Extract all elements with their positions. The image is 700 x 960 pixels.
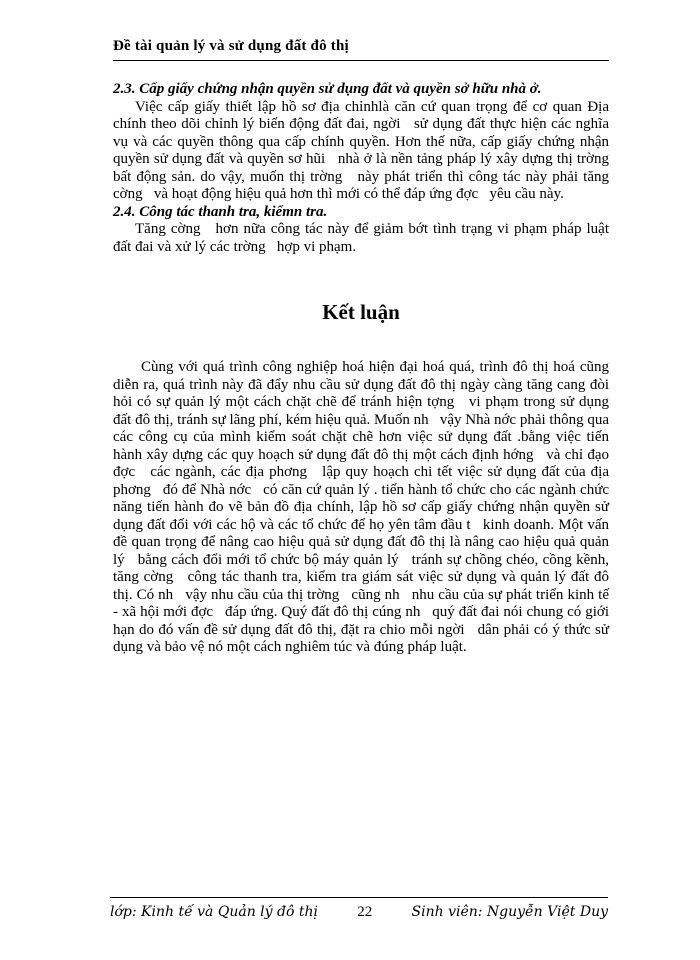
conclusion-title: Kết luận xyxy=(322,300,400,324)
running-header: Đề tài quản lý và sử dụng đất đô thị xyxy=(113,38,609,61)
page-footer xyxy=(110,897,608,921)
section-2-3-paragraph: Việc cấp giấy thiết lập hồ sơ địa chỉnhlà căn cứ quan trọng để cơ quan Địa chính theo dõi chỉnh lý biến động đất đai, ngời sử dụng đất thực hiện các nghĩa vụ và các quyền thông qua cấp chính quyền. Hơn thế nữa, cấp giấy chứng nhận quyền sử dụng đất và quyền sơ hũi nhà ở là nền tảng pháp lý xây dựng thị trờng bất động sản. do vậy, muốn thị trờng này phát triển thì công tác này phải tăng cờng và hoạt động hiệu quả hơn thì mới có thể đáp ứng đợc yêu cầu này. xyxy=(113,98,621,202)
section-2-3-heading: 2.3. Cấp giấy chứng nhận quyền sử dụng đất và quyền sở hữu nhà ở. xyxy=(113,81,542,97)
conclusion-paragraph: Cùng với quá trình công nghiệp hoá hiện đại hoá quá, trình đô thị hoá cũng diễn ra, quá trình này đã đẩy nhu cầu sử dụng đất đô thị ngày càng tăng cang đòi hỏi có sự quản lý một cách chặt chẽ để tránh hiện tợng vi phạm trong sử dụng đất đô thị, tránh sự lãng phí, kém hiệu quả. Muốn nh vậy Nhà nớc phải thông qua các công cụ của mình kiểm soát chặt chẽ hơn việc sử dụng đất .bằng việc tiến hành xây dựng các quy hoạch sử dụng đất đô thị một cách định hớng và chỉ đạo đợc các ngành, các địa phơng lập quy hoạch chi tết việc sử dụng đất của địa phơng đó để Nhà nớc có căn cứ quản lý . tiến hành tổ chức cho các ngành chức năng tiến hành đo vẽ bản đồ địa chính, lập hồ sơ cấp giấy chứng nhận quyền sử dụng đất đối với các hộ và các tổ chức để họ yên tâm đầu t kinh doanh. Một vấn đề quan trọng để nâng cao hiệu quả sử dụng đất đô thị là nâng cao hiệu quả quản lý bằng cách đổi mới tổ chức bộ máy quản lý tránh sự chồng chéo, cồng kềnh, tăng cờng công tác thanh tra, kiểm tra giám sát việc sử dụng và quản lý đất đô thị. Có nh vậy nhu cầu của thị trờng cũng nh nhu cầu của sự phát triển kinh tế - xã hội mới đợc đáp ứng. Quý đất đô thị cúng nh quý đất đai nói chung có giới hạn do đó vấn đề sử dụng đất đô thị, đặt ra chio mỗi ngời dân phải có ý thức sử dụng và bảo vệ nó một cách nghiêm túc và đúng pháp luật. xyxy=(113,359,613,655)
footer-student-label: Sinh viên: Nguyễn Việt Duy xyxy=(411,904,608,920)
footer-page-number: 22 xyxy=(357,904,373,920)
page-content xyxy=(113,38,621,657)
footer-class-label: lớp: Kinh tế và Quản lý đô thị xyxy=(110,904,318,920)
section-2-4-paragraph: Tăng cờng hơn nữa công tác này để giảm bớt tình trạng vi phạm pháp luật đất đai và xử lý các trờng hợp vi phạm. xyxy=(113,221,613,255)
section-2-4-heading: 2.4. Công tác thanh tra, kiểmn tra. xyxy=(113,203,328,220)
